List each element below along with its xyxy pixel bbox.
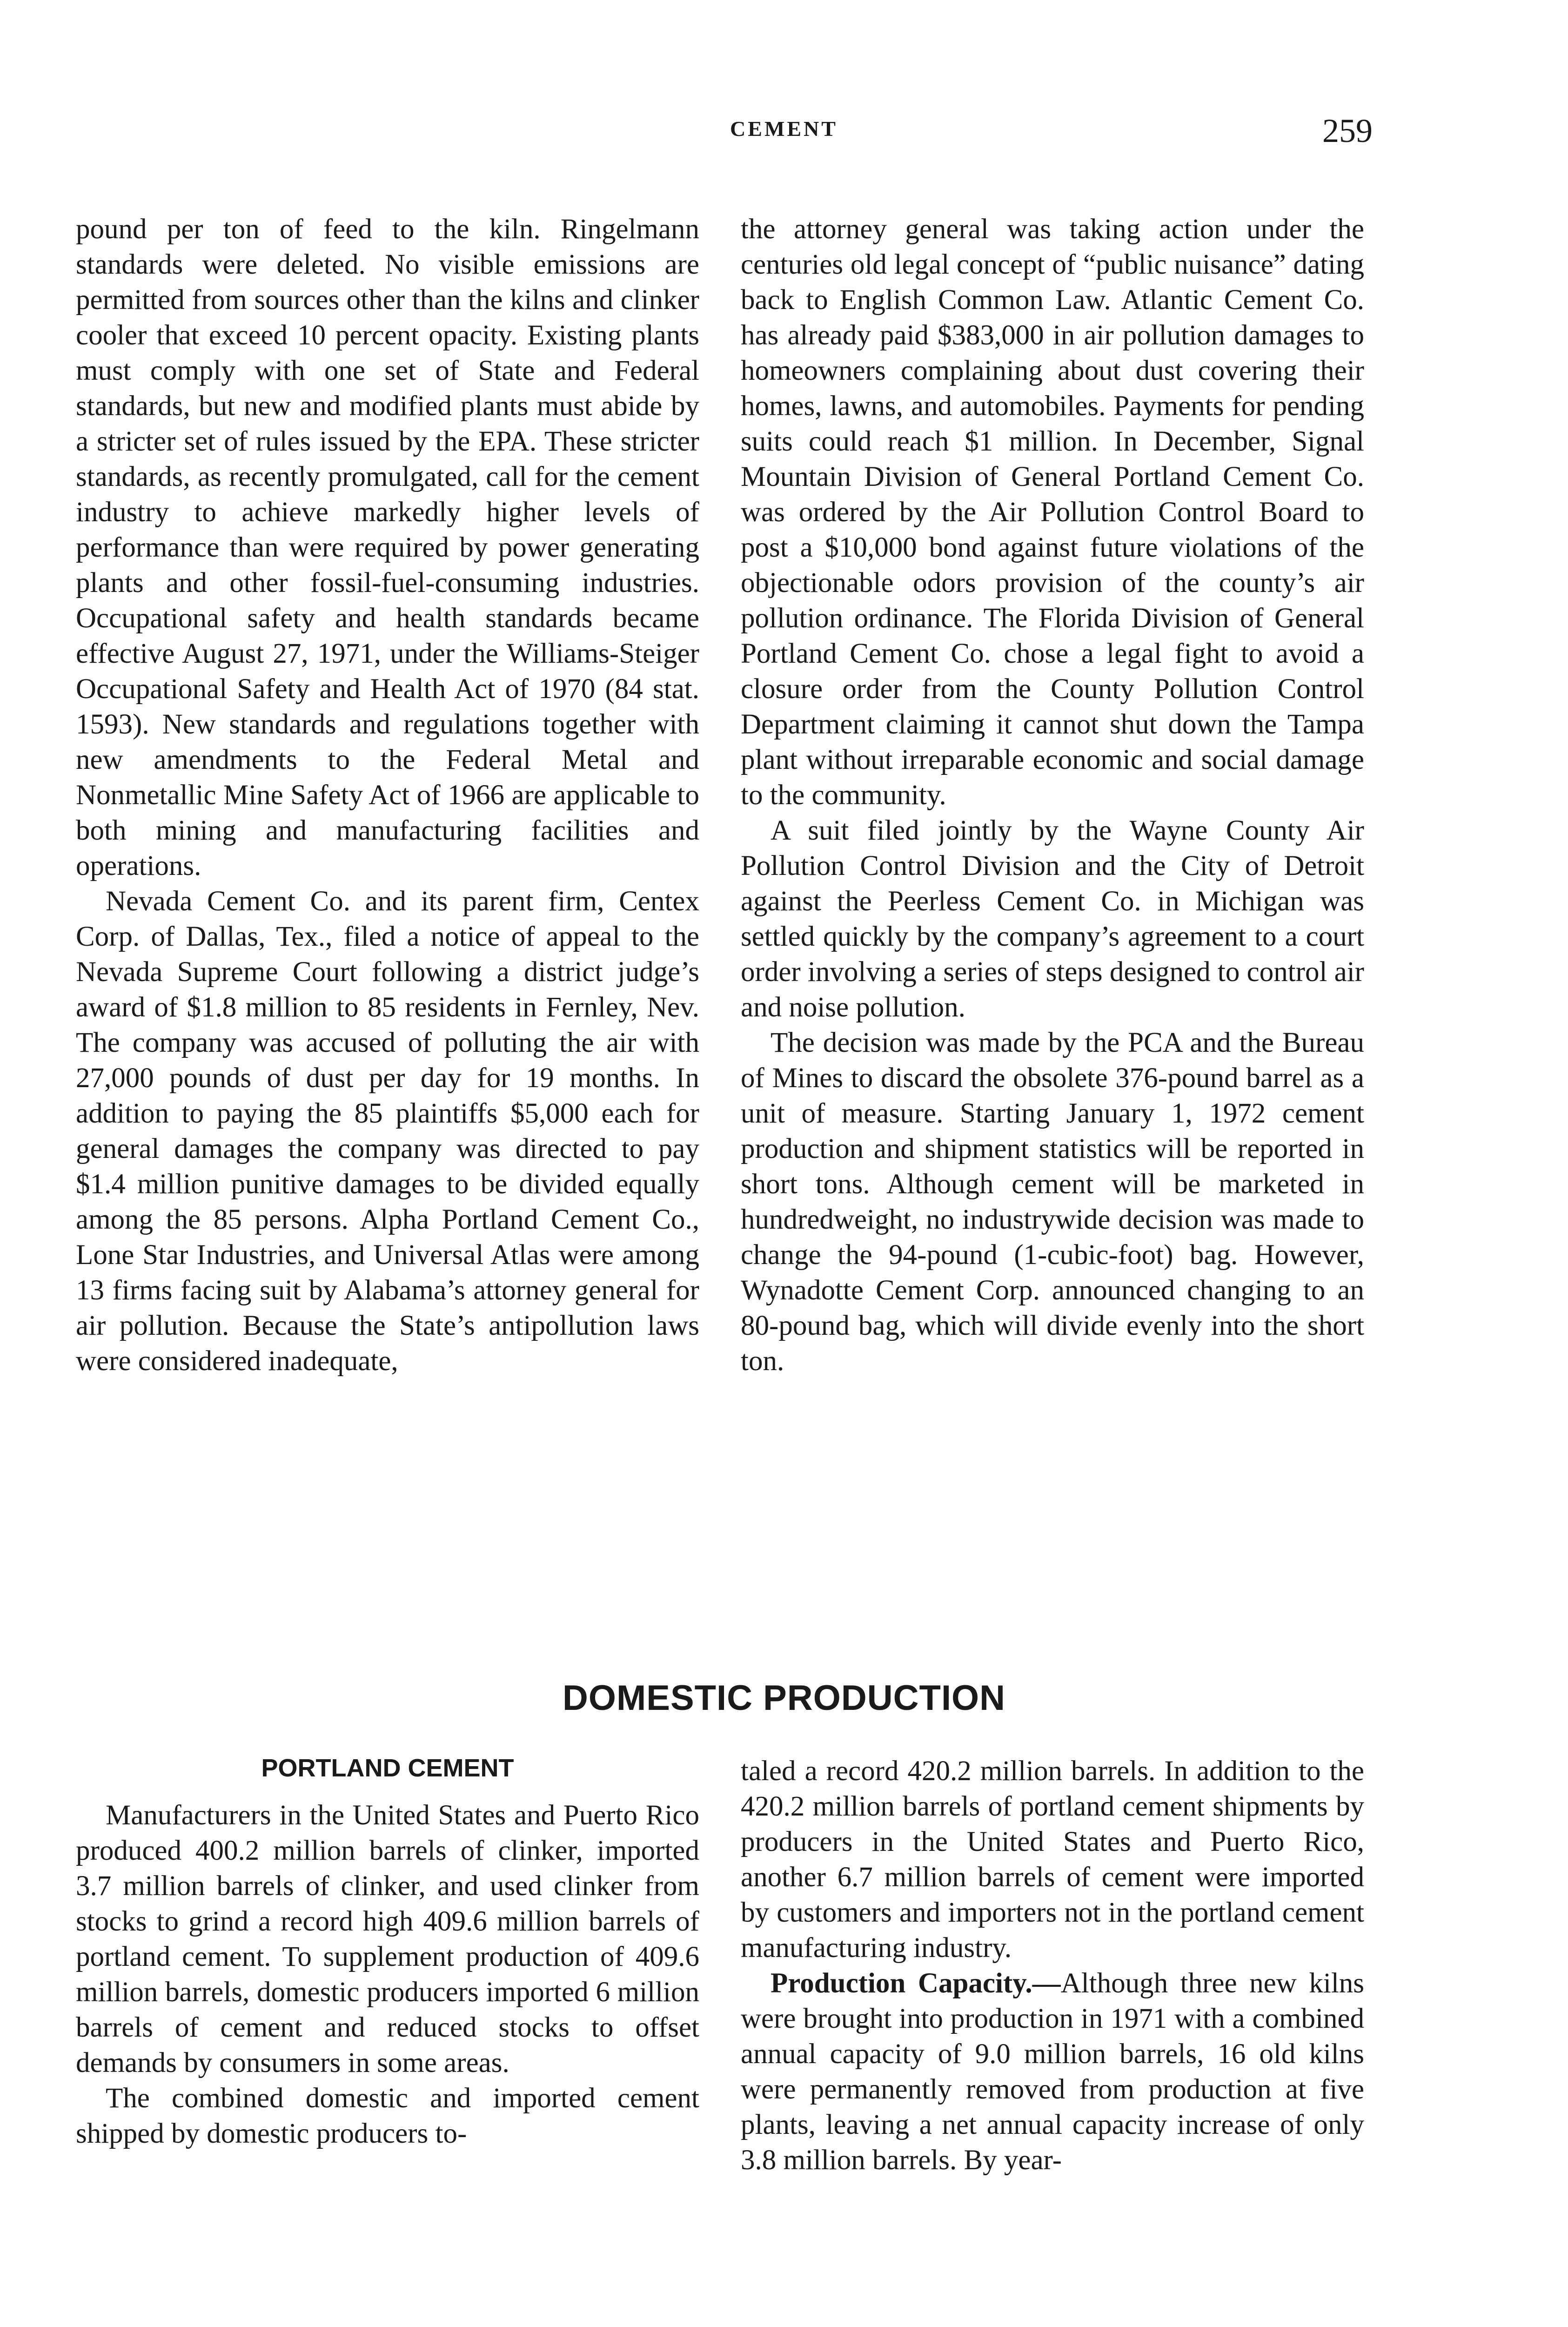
- column-left-bottom: [76, 1798, 699, 2152]
- paragraph: Nevada Cement Co. and its parent firm, Centex Corp. of Dallas, Tex., filed a notice of appeal to the Nevada Supreme Court following a district judge’s award of $1.8 million to 85 residents in Fernley, Nev. The company was accused of polluting the air with 27,000 pounds of dust per day for 19 months. In addition to paying the 85 plaintiffs $5,000 each for general damages the company was directed to pay $1.4 million punitive damages to be divided equally among the 85 persons. Alpha Portland Cement Co., Lone Star Industries, and Universal Atlas were among 13 firms facing suit by Alabama’s attorney general for air pollution. Because the State’s antipollution laws were considered inadequate,: [76, 886, 699, 1377]
- paragraph: the attorney general was taking action under the centuries old legal concept of “public nuisance” dating back to English Common Law. Atlantic Cement Co. has already paid $383,000 in air pollution damages to homeowners complaining about dust covering their homes, lawns, and automobiles. Payments for pending suits could reach $1 million. In December, Signal Mountain Division of General Portland Cement Co. was ordered by the Air Pollution Control Board to post a $10,000 bond against future violations of the objectionable odors provision of the county’s air pollution ordinance. The Florida Division of General Portland Cement Co. chose a legal fight to avoid a closure order from the County Pollution Control Department claiming it cannot shut down the Tampa plant without irreparable economic and social damage to the community.: [741, 214, 1364, 811]
- column-right-top: [741, 212, 1364, 1379]
- running-head: CEMENT: [730, 117, 838, 141]
- paragraph: A suit filed jointly by the Wayne County Air Pollution Control Division and the City of Detroit against the Peerless Cement Co. in Michigan was settled quickly by the company’s agreement to a court order involving a series of steps designed to control air and noise pollution.: [741, 815, 1364, 1023]
- section-heading: DOMESTIC PRODUCTION: [562, 1678, 1006, 1718]
- run-in-heading: Production Capacity.—: [771, 1968, 1061, 1999]
- page-number: 259: [1322, 112, 1373, 149]
- paragraph-text: Although three new kilns were brought into production in 1971 with a combined annual capacity of 9.0 million barrels, 16 old kilns were permanently removed from production at five plants, leaving a net annual capacity increase of only 3.8 million barrels. By year-: [741, 1968, 1365, 2176]
- paragraph: The decision was made by the PCA and the Bureau of Mines to discard the obsolete 376-pound barrel as a unit of measure. Starting January 1, 1972 cement production and shipment statistics will be reported in short tons. Although cement will be marketed in hundredweight, no industrywide decision was made to change the 94-pound (1-cubic-foot) bag. However, Wynadotte Cement Corp. announced changing to an 80-pound bag, which will divide evenly into the short ton.: [741, 1027, 1364, 1377]
- paragraph: taled a record 420.2 million barrels. In addition to the 420.2 million barrels of portland cement shipments by producers in the United States and Puerto Rico, another 6.7 million barrels of cement were imported by customers and importers not in the portland cement manufacturing industry.: [741, 1755, 1364, 1964]
- subsection-heading: PORTLAND CEMENT: [261, 1754, 514, 1782]
- paragraph: [741, 1966, 1364, 2178]
- column-left-top: [76, 212, 699, 1379]
- column-right-bottom: [741, 1754, 1364, 2178]
- paragraph: The combined domestic and imported cement shipped by domestic producers to-: [76, 2083, 699, 2149]
- paragraph: pound per ton of feed to the kiln. Ringelmann standards were deleted. No visible emissions are permitted from sources other than the kilns and clinker cooler that exceed 10 percent opacity. Existing plants must comply with one set of State and Federal standards, but new and modified plants must abide by a stricter set of rules issued by the EPA. These stricter standards, as recently promulgated, call for the cement industry to achieve markedly higher levels of performance than were required by power generating plants and other fossil-fuel-consuming industries. Occupational safety and health standards became effective August 27, 1971, under the Williams-Steiger Occupational Safety and Health Act of 1970 (84 stat. 1593). New standards and regulations together with new amendments to the Federal Metal and Nonmetallic Mine Safety Act of 1966 are applicable to both mining and manufacturing facilities and operations.: [76, 214, 699, 881]
- paragraph: Manufacturers in the United States and Puerto Rico produced 400.2 million barrels of clinker, imported 3.7 million barrels of clinker, and used clinker from stocks to grind a record high 409.6 million barrels of portland cement. To supplement production of 409.6 million barrels, domestic producers imported 6 million barrels of cement and reduced stocks to offset demands by consumers in some areas.: [76, 1800, 699, 2078]
